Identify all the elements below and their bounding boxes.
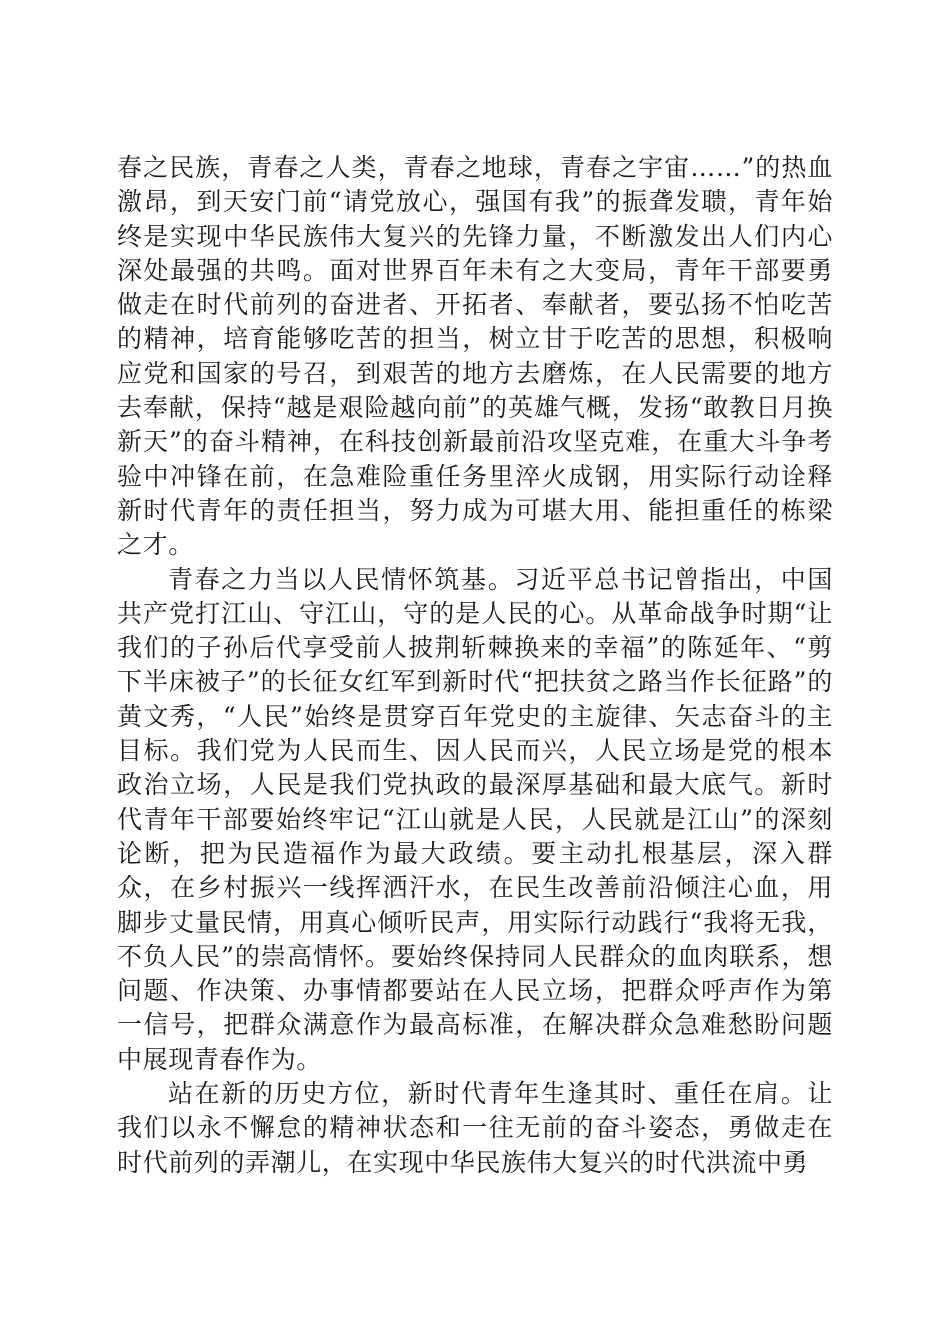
document-body [117, 151, 833, 1180]
paragraph-youth-spirit: 春之民族，青春之人类，青春之地球，青春之宇宙……”的热血激昂，到天安门前“请党放心，强国有我”的振聋发聩，青年始终是实现中华民族伟大复兴的先锋力量，不断激发出人们内心深处最强的共鸣。面对世界百年未有之大变局，青年干部要勇做走在时代前列的奋进者、开拓者、奉献者，要弘扬不怕吃苦的精神，培育能够吃苦的担当，树立甘于吃苦的思想，积极响应党和国家的号召，到艰苦的地方去磨炼，在人民需要的地方去奉献，保持“越是艰险越向前”的英雄气概，发扬“敢教日月换新天”的奋斗精神，在科技创新最前沿攻坚克难，在重大斗争考验中冲锋在前，在急难险重任务里淬火成钢，用实际行动诠释新时代青年的责任担当，努力成为可堪大用、能担重任的栋梁之才。 [117, 153, 833, 560]
paragraph-people-feelings: 青春之力当以人民情怀筑基。习近平总书记曾指出，中国共产党打江山、守江山，守的是人民的心。从革命战争时期“让我们的子孙后代享受前人披荆斩棘换来的幸福”的陈延年、“剪下半床被子”的长征女红军到新时代“把扶贫之路当作长征路”的黄文秀，“人民”始终是贯穿百年党史的主旋律、矢志奋斗的主目标。我们党为人民而生、因人民而兴，人民立场是党的根本政治立场，人民是我们党执政的最深厚基础和最大底气。新时代青年干部要始终牢记“江山就是人民，人民就是江山”的深刻论断，把为民造福作为最大政绩。要主动扎根基层，深入群众，在乡村振兴一线挥洒汗水，在民生改善前沿倾注心血，用脚步丈量民情，用真心倾听民声，用实际行动践行“我将无我，不负人民”的崇高情怀。要始终保持同人民群众的血肉联系，想问题、作决策、办事情都要站在人民立场，把群众呼声作为第一信号，把群众满意作为最高标准，在解决群众急难愁盼问题中展现青春作为。 [117, 564, 833, 1074]
paragraph-new-era: 站在新的历史方位，新时代青年生逢其时、重任在肩。让我们以永不懈怠的精神状态和一往无前的奋斗姿态，勇做走在时代前列的弄潮儿，在实现中华民族伟大复兴的时代洪流中勇 [117, 1079, 833, 1177]
